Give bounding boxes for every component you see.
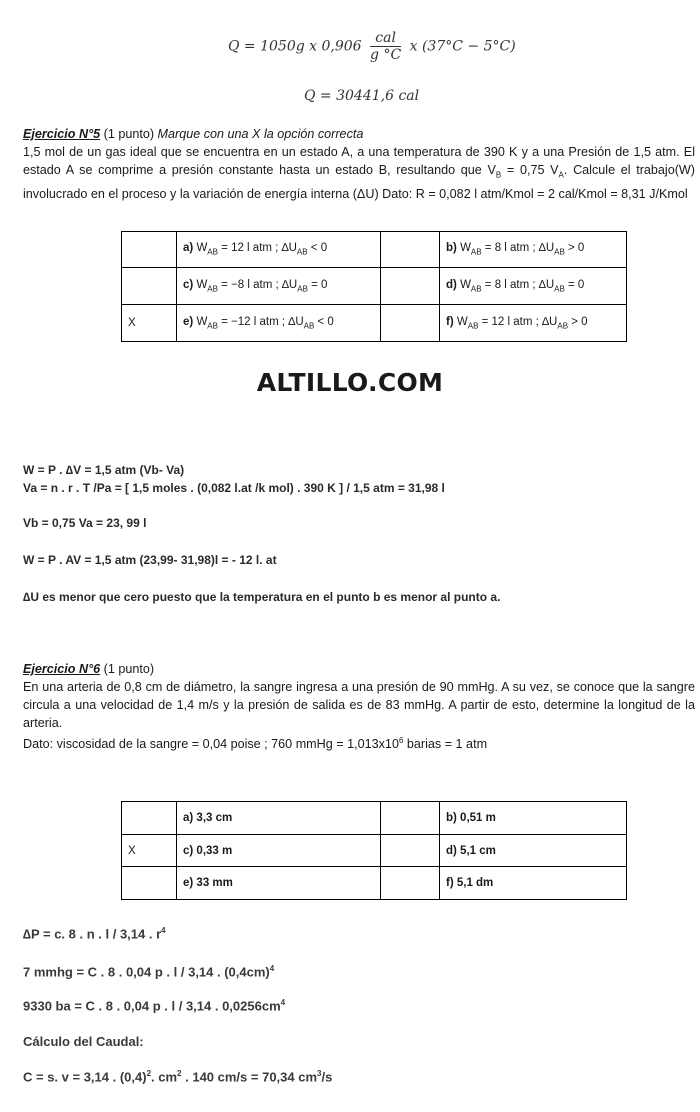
option-mark-cell[interactable]: X (122, 305, 177, 342)
altillo-watermark: ALTILLO.COM (256, 368, 444, 397)
exercise-6-heading-line (23, 660, 695, 678)
option-text: W (196, 278, 208, 291)
option-mark-cell[interactable] (122, 867, 177, 900)
solution-6-line-3 (23, 998, 285, 1013)
fraction-numerator: cal (370, 30, 401, 47)
superscript: 3 (317, 1069, 322, 1078)
statement-part: = 0,75 V (501, 163, 559, 177)
option-row (122, 867, 627, 900)
subscript: AB (554, 284, 565, 294)
exercise-5-heading: Ejercicio N°5 (23, 127, 101, 141)
heat-formula-rhs: x (37°C − 5°C) (409, 38, 516, 55)
solution-6-line-2 (23, 964, 274, 979)
solution-text: C = s. v = 3,14 . (0,4) (23, 1069, 147, 1085)
solution-5-line-5: ∆U es menor que cero puesto que la temperatura en el punto b es menor al punto a. (23, 590, 501, 604)
exercise-5-options-table (121, 231, 627, 342)
option-cell: d) 5,1 cm (440, 835, 627, 867)
subscript: AB (470, 284, 482, 294)
option-letter: e) (183, 315, 194, 328)
option-text: = 12 l atm ; ∆U (478, 315, 558, 328)
option-mark-cell[interactable] (122, 232, 177, 268)
option-cell: a) 3,3 cm (177, 802, 381, 835)
superscript: 4 (161, 926, 166, 935)
subscript: AB (207, 284, 218, 294)
subscript: AB (554, 247, 565, 257)
option-row (122, 802, 627, 835)
option-row (122, 305, 627, 342)
solution-5-line-2: Va = n . r . T /Pa = [ 1,5 moles . (0,082 l.at /k mol) . 390 K ] / 1,5 atm = 31,98 l (23, 481, 445, 495)
statement-part: 1,5 mol de un gas ideal que se encuentra en un estado A, a una temperatura de 390 K y a una Presión de 1,5 atm. El estado A se comprime a presión constante hasta un estado B, resultando que V (23, 145, 695, 177)
subscript: AB (297, 284, 308, 294)
option-mark-cell[interactable] (381, 305, 440, 342)
subscript: AB (470, 247, 482, 257)
option-text: < 0 (307, 242, 328, 255)
data-text: Dato: viscosidad de la sangre = 0,04 poise ; 760 mmHg = 1,013x10 (23, 737, 399, 752)
option-text: > 0 (568, 315, 588, 328)
option-text: = 8 l atm ; ∆U (481, 242, 555, 255)
option-text: < 0 (314, 315, 334, 328)
superscript: 6 (398, 736, 404, 745)
exercise-6-heading: Ejercicio N°6 (23, 662, 101, 676)
option-text: W (196, 315, 208, 328)
exercise-6-statement: En una arteria de 0,8 cm de diámetro, la sangre ingresa a una presión de 90 mmHg. A su vez, se conoce que la sangre circula a una velocidad de 1,4 m/s y la presión de salida es de 83 mmHg. A partir de esto, determine la longitud de la arteria. (23, 680, 695, 730)
superscript: 2 (146, 1069, 152, 1078)
solution-text: 7 mmhg = C . 8 . 0,04 p . l / 3,14 . (0,4cm) (23, 964, 270, 980)
exercise-6-data (23, 732, 695, 753)
option-cell: b) 0,51 m (440, 802, 627, 835)
option-mark-cell[interactable]: X (122, 835, 177, 867)
subscript: AB (296, 247, 308, 257)
heat-formula-fraction (370, 30, 401, 63)
option-cell: f) 5,1 dm (440, 867, 627, 900)
option-cell (177, 305, 381, 342)
option-mark-cell[interactable] (381, 867, 440, 900)
superscript: 4 (280, 998, 286, 1007)
exercise-6-options-table (121, 801, 627, 900)
subscript: B (495, 170, 502, 180)
option-cell (440, 232, 627, 268)
exercise-5-points: (1 punto) (100, 127, 158, 141)
exercise-5-statement (23, 143, 695, 203)
option-text: > 0 (564, 242, 585, 255)
option-cell (440, 268, 627, 305)
option-text: = 0 (307, 278, 328, 291)
superscript: 2 (177, 1069, 182, 1078)
option-cell: e) 33 mm (177, 867, 381, 900)
subscript: AB (207, 247, 218, 257)
solution-5-line-4: W = P . AV = 1,5 atm (23,99- 31,98)l = - 12 l. at (23, 553, 277, 567)
option-letter: d) (446, 278, 457, 291)
solution-6-line-1 (23, 926, 166, 941)
solution-text: ∆P = c. 8 . n . l / 3,14 . r (23, 926, 162, 942)
heat-formula (228, 30, 516, 63)
subscript: AB (207, 321, 218, 331)
subscript: A (558, 170, 564, 180)
subscript: AB (557, 321, 569, 331)
option-text: W (460, 242, 471, 255)
option-cell (177, 268, 381, 305)
option-text: = 12 l atm ; ∆U (217, 242, 297, 255)
fraction-denominator: g °C (370, 47, 402, 63)
subscript: AB (467, 321, 479, 331)
option-text: W (196, 242, 208, 255)
statement-part: . Calcule el trabajo(W) involucrado en el proceso y la variación de energía interna (ΔU) Dato: R = 0,082 l atm/Kmol = 2 cal/Kmol = 8,31 J/Kmol (23, 163, 696, 201)
option-text: = −12 l atm ; ∆U (217, 315, 304, 328)
option-text: W (460, 278, 471, 291)
exercise-5-instruction: Marque con una X la opción correcta (157, 127, 364, 141)
option-cell (440, 305, 627, 342)
option-mark-cell[interactable] (122, 268, 177, 305)
option-text: W (456, 315, 468, 328)
option-text: = 8 l atm ; ∆U (481, 278, 555, 291)
option-mark-cell[interactable] (381, 268, 440, 305)
solution-5-line-3: Vb = 0,75 Va = 23, 99 l (23, 516, 147, 530)
solution-5-line-1: W = P . ∆V = 1,5 atm (Vb- Va) (23, 463, 185, 477)
option-row (122, 232, 627, 268)
heat-formula-lhs: Q = 1050g x 0,906 (228, 38, 362, 55)
option-letter: f) (446, 315, 454, 328)
option-cell (177, 232, 381, 268)
option-mark-cell[interactable] (122, 802, 177, 835)
option-mark-cell[interactable] (381, 835, 440, 867)
option-text: = −8 l atm ; ∆U (217, 278, 298, 291)
option-letter: b) (446, 242, 457, 255)
exercise-6-points: (1 punto) (100, 662, 155, 676)
option-mark-cell[interactable] (381, 802, 440, 835)
option-mark-cell[interactable] (381, 232, 440, 268)
heat-result: Q = 30441,6 cal (304, 88, 420, 104)
option-text: = 0 (564, 278, 585, 291)
data-text: barias = 1 atm (403, 737, 488, 752)
solution-text: 9330 ba = C . 8 . 0,04 p . l / 3,14 . 0,0256cm (23, 998, 281, 1014)
solution-text: /s (321, 1069, 333, 1085)
option-row (122, 268, 627, 305)
option-letter: c) (183, 278, 194, 291)
superscript: 4 (269, 964, 275, 973)
option-cell: c) 0,33 m (177, 835, 381, 867)
subscript: AB (303, 321, 315, 331)
option-row (122, 835, 627, 867)
solution-text: . 140 cm/s = 70,34 cm (181, 1069, 318, 1085)
solution-text: . cm (151, 1069, 178, 1085)
solution-6-line-4: Cálculo del Caudal: (23, 1034, 144, 1049)
exercise-5-heading-line (23, 125, 695, 143)
option-letter: a) (183, 242, 194, 255)
solution-6-line-5 (23, 1069, 332, 1084)
